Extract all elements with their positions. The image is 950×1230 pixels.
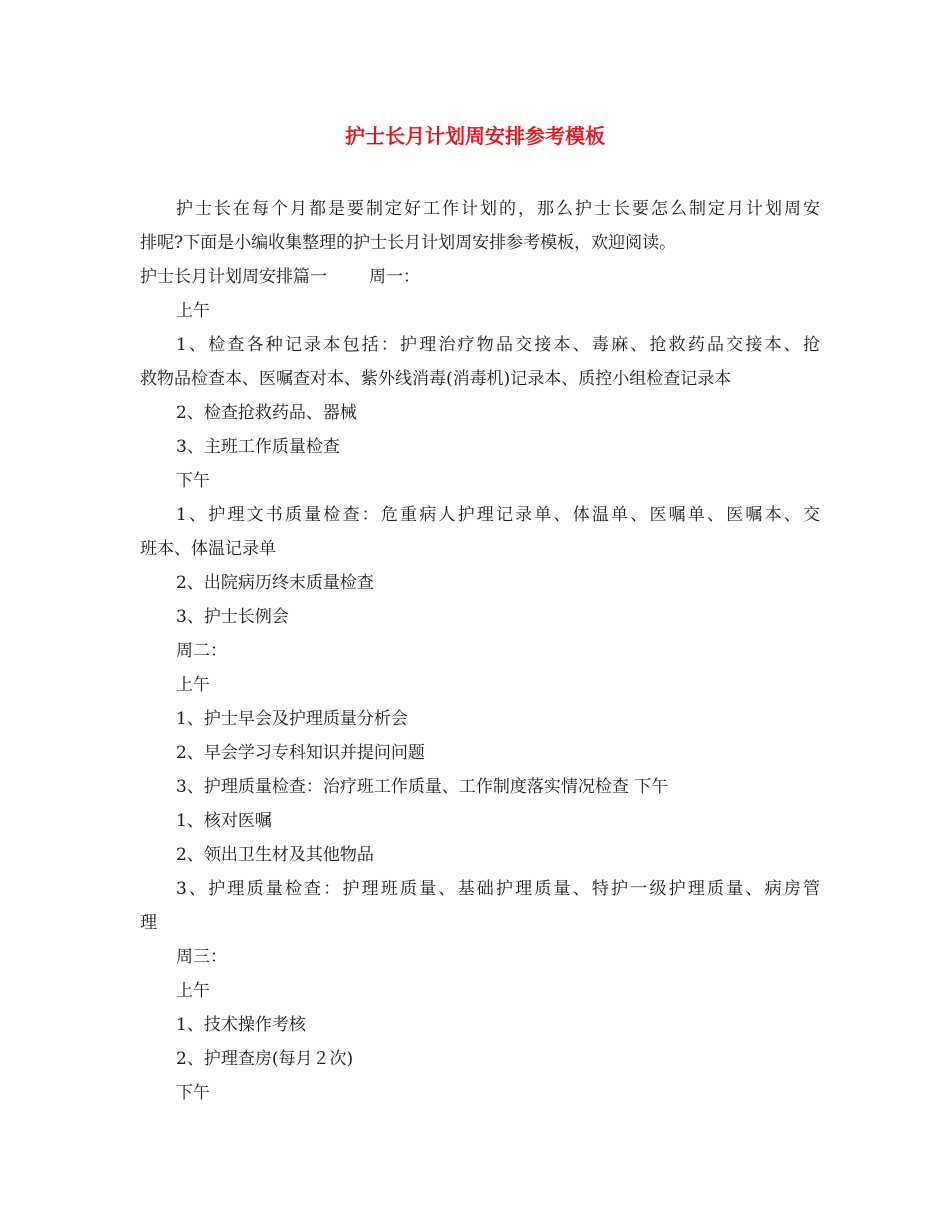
list-item: 2、出院病历终末质量检查 xyxy=(176,573,374,593)
intro-paragraph-line: 排呢?下面是小编收集整理的护士长月计划周安排参考模板，欢迎阅读。 xyxy=(140,233,677,253)
section-heading-line xyxy=(140,260,820,294)
day-heading: 周一： xyxy=(369,267,420,287)
day-heading: 周二： xyxy=(176,641,227,661)
list-item: 1、核对医嘱 xyxy=(176,811,272,831)
period-heading: 下午 xyxy=(176,1083,210,1103)
list-item: 2、领出卫生材及其他物品 xyxy=(176,845,374,865)
document-title: 护士长月计划周安排参考模板 xyxy=(345,124,605,148)
list-item: 3、主班工作质量检查 xyxy=(176,437,340,457)
day-heading: 周三： xyxy=(176,947,227,967)
list-item-line: 1、检查各种记录本包括：护理治疗物品交接本、毒麻、抢救药品交接本、抢 xyxy=(176,335,820,355)
list-item-line: 救物品检查本、医嘱查对本、紫外线消毒(消毒机)记录本、质控小组检查记录本 xyxy=(140,369,732,389)
list-item: 3、护士长例会 xyxy=(176,607,289,627)
period-heading: 上午 xyxy=(176,981,210,1001)
list-item: 2、护理查房(每月２次) xyxy=(176,1049,354,1069)
list-item: 3、护理质量检查：治疗班工作质量、工作制度落实情况检查 下午 xyxy=(176,777,669,797)
list-item: 1、护士早会及护理质量分析会 xyxy=(176,709,408,729)
list-item: 2、检查抢救药品、器械 xyxy=(176,403,357,423)
document-body xyxy=(140,192,820,1110)
list-item: 1、技术操作考核 xyxy=(176,1015,306,1035)
section-heading: 护士长月计划周安排篇一 xyxy=(140,267,327,287)
list-item-line: 1、护理文书质量检查：危重病人护理记录单、体温单、医嘱单、医嘱本、交 xyxy=(176,505,820,525)
period-heading: 下午 xyxy=(176,471,210,491)
period-heading: 上午 xyxy=(176,301,210,321)
list-item-line: 3、护理质量检查：护理班质量、基础护理质量、特护一级护理质量、病房管 xyxy=(176,879,820,899)
list-item-line: 班本、体温记录单 xyxy=(140,539,276,559)
period-heading: 上午 xyxy=(176,675,210,695)
list-item: 2、早会学习专科知识并提问问题 xyxy=(176,743,425,763)
list-item-line: 理 xyxy=(140,913,157,933)
intro-paragraph-line: 护士长在每个月都是要制定好工作计划的，那么护士长要怎么制定月计划周安 xyxy=(176,199,820,219)
